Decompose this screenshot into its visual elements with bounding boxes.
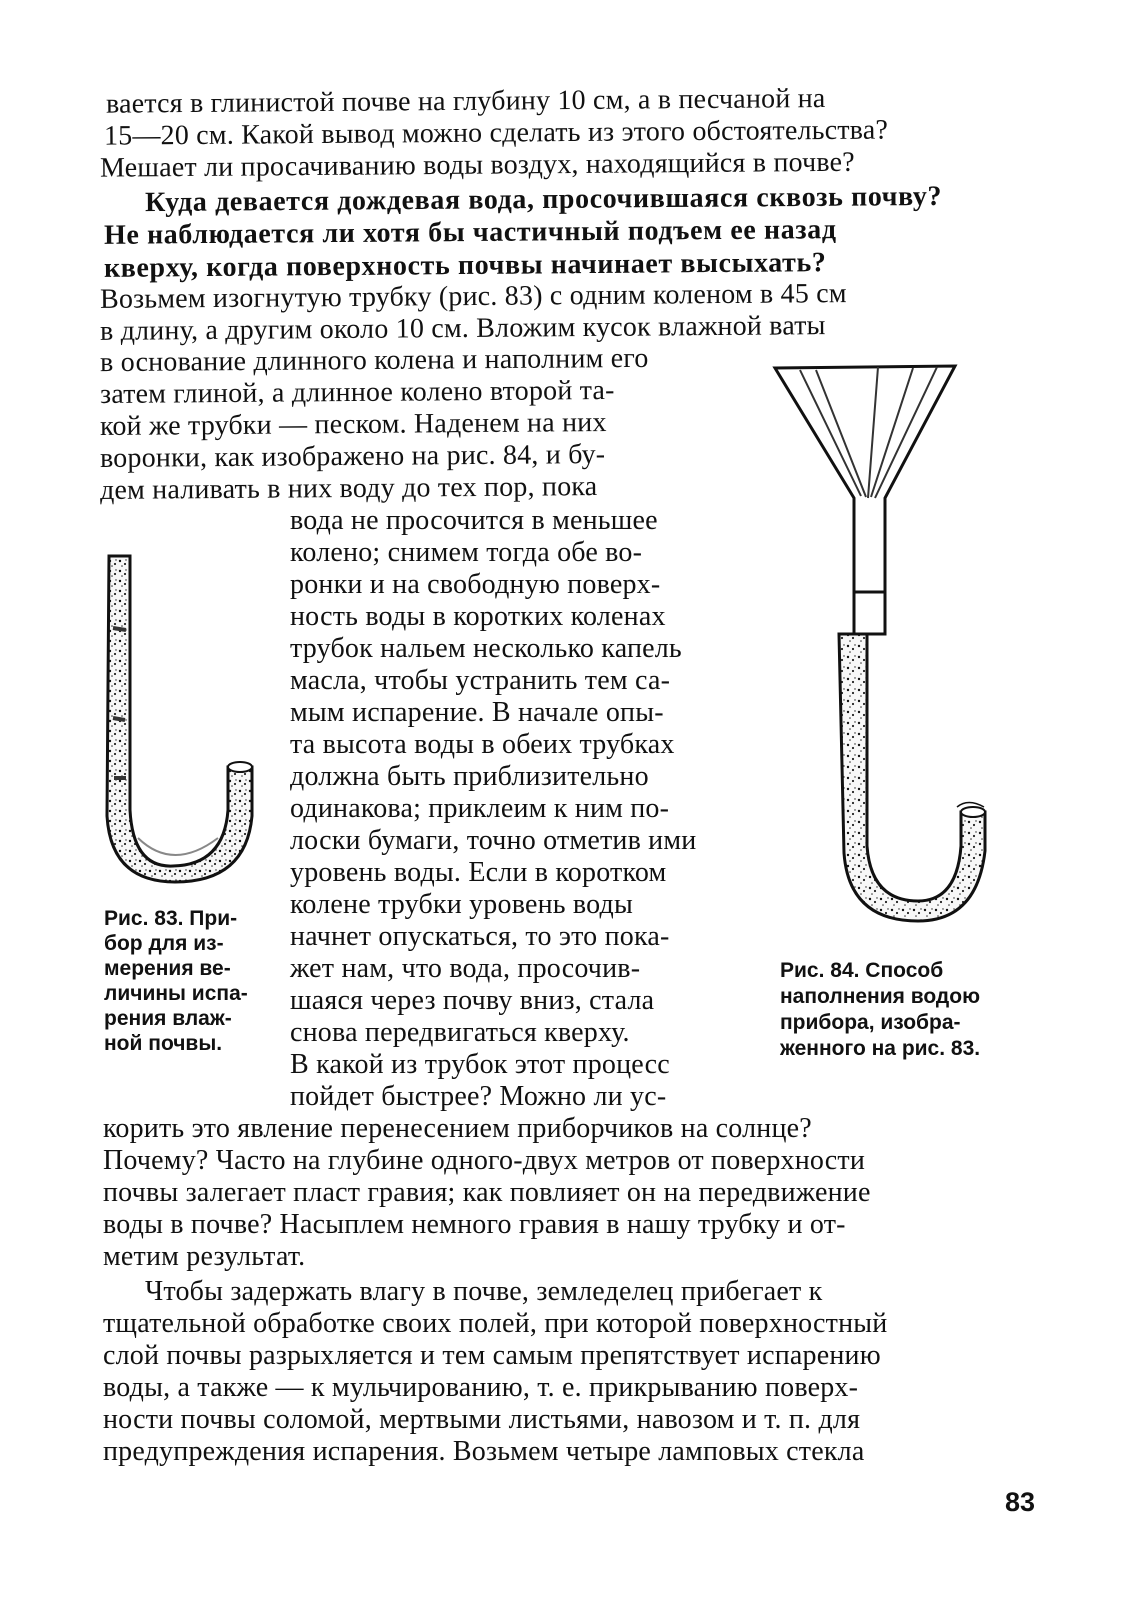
intro-line-1: вается в глинистой почве на глубину 10 см, а в песчаной на — [105, 83, 826, 120]
figure-84-caption-line-2: наполнения водою — [780, 985, 981, 1008]
middle-line-2: колено; снимем тогда обе во- — [290, 537, 643, 568]
middle-line-10: одинакова; приклеим к ним по- — [290, 793, 670, 824]
continuation-line-5: метим результат. — [103, 1241, 306, 1272]
experiment-line-4: затем глиной, а длинное колено второй та- — [99, 374, 615, 411]
experiment-line-5: кой же трубки — песком. Наденем на них — [99, 407, 607, 442]
figure-83-caption-line-3: мерения ве- — [104, 957, 231, 980]
middle-line-15: жет нам, что вода, просочив- — [290, 953, 641, 984]
middle-line-12: уровень воды. Если в коротком — [290, 857, 667, 888]
intro-line-3: Мешает ли просачиванию воды воздух, находящийся в почве? — [99, 146, 855, 184]
figure-83-caption-line-2: бор для из- — [104, 932, 224, 955]
figure-83-caption-line-6: ной почвы. — [104, 1032, 223, 1055]
final-line-1: Чтобы задержать влагу в почве, земледелец прибегает к — [145, 1276, 823, 1307]
middle-line-13: колене трубки уровень воды — [290, 889, 634, 920]
middle-line-11: лоски бумаги, точно отметив ими — [290, 825, 697, 856]
middle-line-1: вода не просочится в меньшее — [290, 505, 658, 536]
middle-line-19: пойдет быстрее? Можно ли ус- — [290, 1081, 667, 1112]
middle-line-8: та высота воды в обеих трубках — [290, 729, 675, 760]
final-line-5: ности почвы соломой, мертвыми листьями, навозом и т. п. для — [103, 1404, 861, 1435]
continuation-line-2: Почему? Часто на глубине одного-двух метров от поверхности — [103, 1145, 866, 1176]
middle-line-16: шаяся через почву вниз, стала — [290, 985, 655, 1016]
figure-83-caption-line-1: Рис. 83. При- — [104, 907, 238, 930]
intro-line-2: 15—20 см. Какой вывод можно сделать из этого обстоятельства? — [103, 114, 889, 152]
figure-84-caption-line-3: прибора, изобра- — [780, 1011, 961, 1034]
final-line-2: тщательной обработке своих полей, при которой поверхностный — [103, 1308, 888, 1339]
continuation-line-4: воды в почве? Насыплем немного гравия в нашу трубку и от- — [103, 1209, 846, 1240]
page-number: 83 — [1005, 1487, 1036, 1517]
bold-line-1: Куда девается дождевая вода, просочившаяся сквозь почву? — [144, 180, 943, 219]
continuation-line-3: почвы залегает пласт гравия; как повлияет он на передвижение — [103, 1177, 871, 1208]
middle-line-5: трубок нальем несколько капель — [290, 633, 682, 664]
middle-line-17: снова передвигаться кверху. — [290, 1017, 630, 1048]
figure-84-caption-line-1: Рис. 84. Способ — [780, 959, 944, 982]
bold-line-2: Не наблюдается ли хотя бы частичный подъем ее назад — [103, 214, 837, 251]
bold-line-3: кверху, когда поверхность почвы начинает высыхать? — [103, 247, 827, 284]
middle-line-4: ность воды в коротких коленах — [290, 601, 666, 632]
final-line-3: слой почвы разрыхляется и тем самым препятствует испарению — [103, 1340, 881, 1371]
final-line-4: воды, а также — к мульчированию, т. е. прикрыванию поверх- — [103, 1372, 859, 1403]
figure-83-caption-line-5: рения влаж- — [104, 1007, 232, 1030]
figure-83-u-tube — [98, 548, 268, 908]
experiment-line-1: Возьмем изогнутую трубку (рис. 83) с одним коленом в 45 см — [99, 278, 847, 315]
experiment-line-3: в основание длинного колена и наполним его — [99, 342, 649, 379]
continuation-line-1: корить это явление перенесением приборчиков на солнце? — [103, 1113, 812, 1144]
figure-83-caption-line-4: личины испа- — [104, 982, 248, 1005]
final-line-6: предупреждения испарения. Возьмем четыре ламповых стекла — [103, 1436, 865, 1467]
figure-84-funnel-tube — [765, 346, 995, 946]
figure-84-caption-line-4: женного на рис. 83. — [780, 1037, 981, 1060]
middle-line-6: масла, чтобы устранить тем са- — [290, 665, 671, 696]
experiment-line-2: в длину, а другим около 10 см. Вложим кусок влажной ваты — [99, 310, 826, 347]
middle-line-18: В какой из трубок этот процесс — [290, 1049, 670, 1080]
experiment-line-7: дем наливать в них воду до тех пор, пока — [99, 471, 598, 506]
middle-line-14: начнет опускаться, то это пока- — [290, 921, 670, 952]
middle-line-3: ронки и на свободную поверх- — [290, 569, 661, 600]
middle-line-9: должна быть приблизительно — [290, 761, 649, 792]
experiment-line-6: воронки, как изображено на рис. 84, и бу- — [99, 439, 606, 474]
middle-line-7: мым испарение. В начале опы- — [290, 697, 664, 728]
